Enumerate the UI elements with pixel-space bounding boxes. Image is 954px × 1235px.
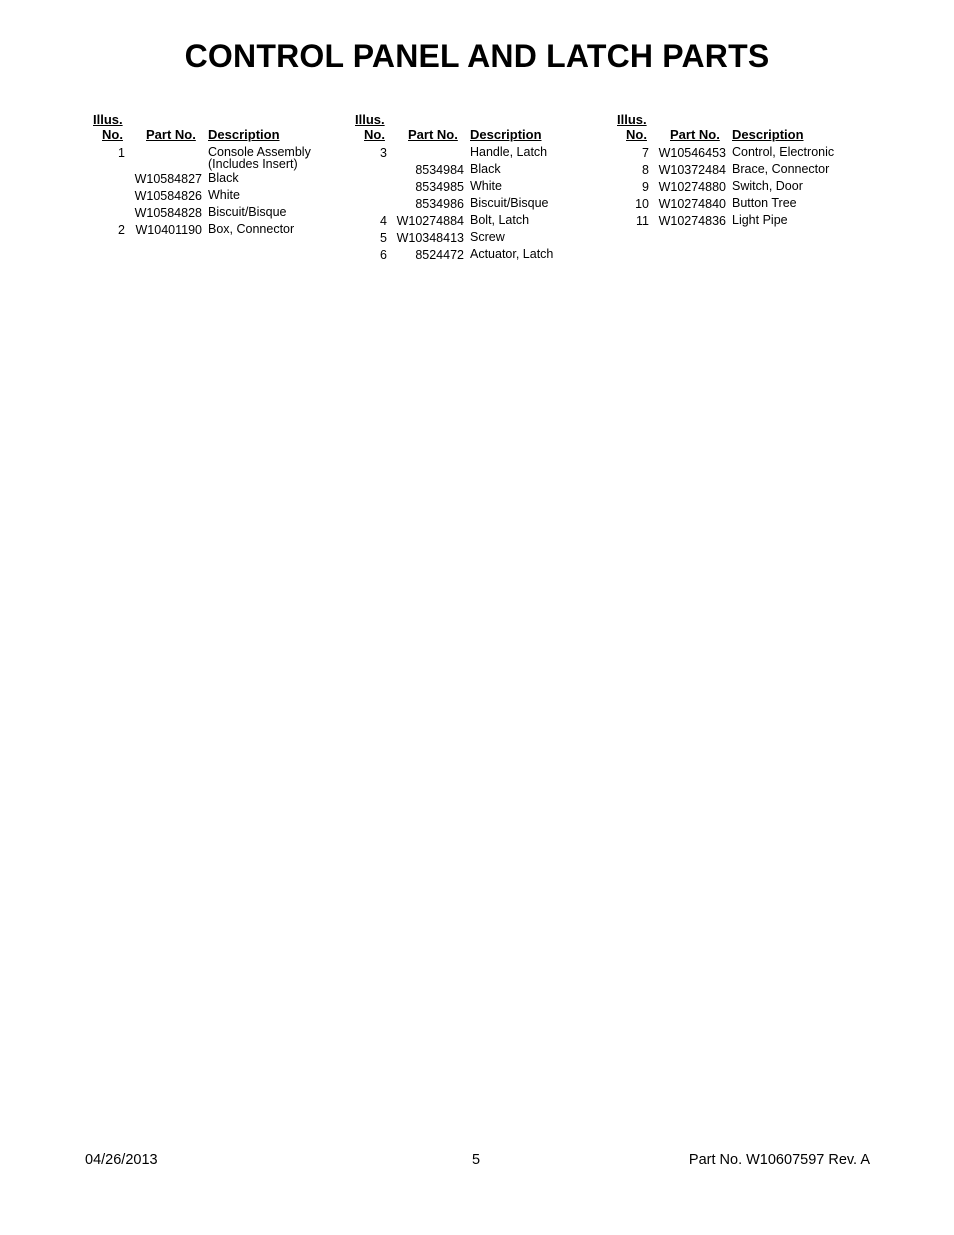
footer-part-revision: Part No. W10607597 Rev. A — [688, 1152, 870, 1168]
part-number: 8524472 — [415, 248, 464, 262]
part-number: W10274884 — [396, 214, 464, 228]
part-description: Handle, Latch — [470, 145, 548, 159]
part-number: 8534985 — [415, 180, 464, 194]
illus-number: 11 — [636, 214, 649, 228]
part-description: Biscuit/Bisque — [470, 196, 549, 210]
footer-page-number: 5 — [472, 1152, 481, 1168]
part-description: Switch, Door — [732, 179, 803, 193]
part-number: W10584828 — [134, 206, 202, 220]
description-header: Description — [732, 127, 804, 142]
part-description: Biscuit/Bisque — [208, 205, 287, 219]
part-description: Screw — [470, 230, 505, 244]
part-description: Black — [208, 171, 239, 185]
footer-date: 04/26/2013 — [85, 1152, 158, 1168]
illus-number: 2 — [118, 223, 125, 237]
illus-header-line2: No. — [364, 127, 385, 142]
part-number: W10274836 — [658, 214, 726, 228]
part-number: W10348413 — [396, 231, 464, 245]
illus-header-line1: Illus. — [93, 112, 123, 127]
part-description: White — [470, 179, 502, 193]
illus-header-line2: No. — [102, 127, 123, 142]
part-number: W10372484 — [658, 163, 726, 177]
part-description: Box, Connector — [208, 222, 295, 236]
part-description: Control, Electronic — [732, 145, 835, 159]
part-description: Black — [470, 162, 501, 176]
illus-header-line1: Illus. — [355, 112, 385, 127]
illus-number: 3 — [380, 146, 387, 160]
description-header: Description — [208, 127, 280, 142]
part-number: W10584826 — [134, 189, 202, 203]
illus-number: 5 — [380, 231, 387, 245]
part-number: W10274880 — [658, 180, 726, 194]
illus-number: 4 — [380, 214, 387, 228]
illus-number: 7 — [642, 146, 649, 160]
part-number: W10401190 — [135, 223, 202, 237]
part-description: Actuator, Latch — [470, 247, 554, 261]
part-description: Button Tree — [732, 196, 797, 210]
part-no-header: Part No. — [408, 127, 458, 142]
illus-number: 6 — [380, 248, 387, 262]
part-description: Light Pipe — [732, 213, 788, 227]
description-header: Description — [470, 127, 542, 142]
part-description: Console Assembly (Includes Insert) — [208, 145, 311, 171]
part-number: 8534984 — [415, 163, 464, 177]
illus-number: 9 — [642, 180, 649, 194]
page-title: CONTROL PANEL AND LATCH PARTS — [184, 38, 770, 74]
part-number: W10546453 — [658, 146, 726, 160]
part-description: Bolt, Latch — [470, 213, 530, 227]
part-number: W10584827 — [134, 172, 202, 186]
part-no-header: Part No. — [670, 127, 720, 142]
illus-number: 10 — [635, 197, 649, 211]
part-description: White — [208, 188, 240, 202]
illus-number: 1 — [118, 146, 125, 160]
illus-number: 8 — [642, 163, 649, 177]
part-no-header: Part No. — [146, 127, 196, 142]
illus-header-line2: No. — [626, 127, 647, 142]
part-number: W10274840 — [658, 197, 726, 211]
part-number: 8534986 — [415, 197, 464, 211]
part-description: Brace, Connector — [732, 162, 830, 176]
illus-header-line1: Illus. — [617, 112, 647, 127]
